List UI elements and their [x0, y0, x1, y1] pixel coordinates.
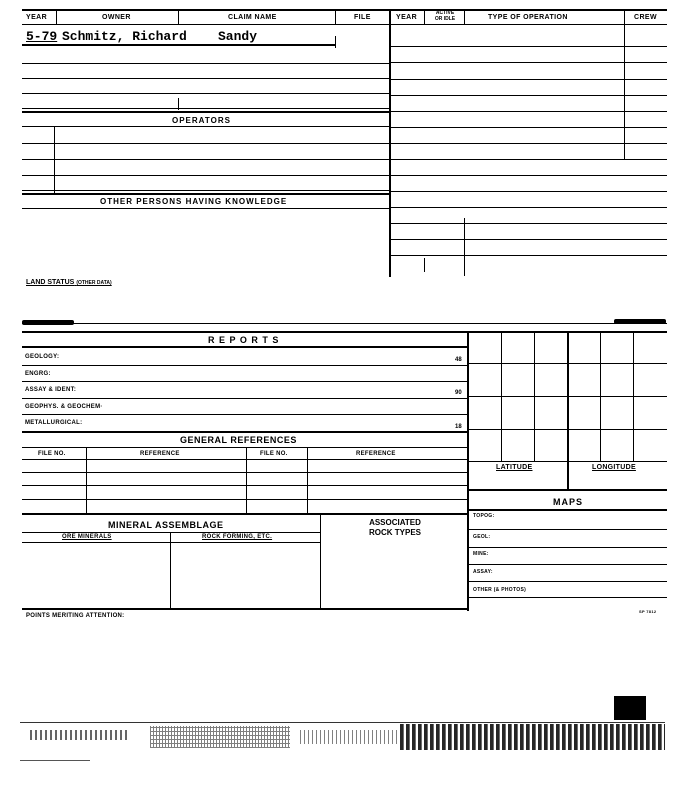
maps-other-photos: OTHER (& PHOTOS): [473, 587, 527, 593]
gen-ref-header-file-no-1: FILE NO.: [38, 451, 66, 457]
gen-ref-header-reference-1: REFERENCE: [140, 451, 180, 457]
heavy-rule-right: [614, 319, 666, 324]
maps-geol: GEOL:: [473, 534, 491, 540]
report-assay-num: 90: [455, 390, 462, 396]
latitude-label: LATITUDE: [496, 464, 533, 471]
rock-forming-label: ROCK FORMING, ETC.: [202, 534, 273, 540]
header-active-or-idle: [427, 10, 463, 22]
header-year: YEAR: [26, 14, 48, 21]
header-owner: OWNER: [102, 14, 131, 21]
entry-owner: Schmitz, Richard: [62, 29, 187, 44]
header-crew: CREW: [634, 14, 657, 21]
header-active-label: ACTIVE: [435, 10, 455, 16]
report-geology: GEOLOGY:: [25, 354, 60, 360]
header-type-of-operation: TYPE OF OPERATION: [488, 14, 568, 21]
land-status-sub: (OTHER DATA): [76, 280, 112, 286]
mineral-assemblage-title: MINERAL ASSEMBLAGE: [108, 520, 224, 530]
header-claim-name: CLAIM NAME: [228, 14, 277, 21]
gen-ref-header-file-no-2: FILE NO.: [260, 451, 288, 457]
ore-minerals-label: ORE MINERALS: [62, 534, 112, 540]
maps-title: MAPS: [553, 497, 584, 507]
maps-assay: ASSAY:: [473, 569, 493, 575]
top-table: [0, 0, 678, 286]
report-engrg: ENGRG:: [25, 371, 51, 377]
other-persons-label: OTHER PERSONS HAVING KNOWLEDGE: [100, 197, 288, 206]
operators-label: OPERATORS: [172, 116, 231, 125]
land-status-label: [26, 279, 112, 286]
land-status-text: LAND STATUS: [26, 279, 75, 286]
report-assay-ident: ASSAY & IDENT:: [25, 387, 77, 393]
maps-mine: MINE:: [473, 551, 489, 557]
report-metallurgical: METALLURGICAL:: [25, 420, 83, 426]
scan-artifact-strip: [0, 690, 678, 770]
entry-claim-name: Sandy: [218, 29, 258, 44]
form-number: SP 7812: [639, 609, 657, 614]
header-file: FILE: [354, 14, 371, 21]
associated-rock-types: [330, 518, 460, 538]
entry-year: 5-79: [26, 29, 58, 44]
gen-ref-header-reference-2: REFERENCE: [356, 451, 396, 457]
reports-title: R E P O R T S: [208, 335, 280, 345]
reports-section: [0, 325, 678, 615]
rock-types-label: ROCK TYPES: [368, 528, 421, 537]
points-meriting-attention-label: POINTS MERITING ATTENTION:: [26, 613, 125, 619]
report-metallurgical-num: 18: [455, 424, 462, 430]
maps-topog: TOPOG:: [473, 513, 495, 519]
header-year-2: YEAR: [396, 14, 418, 21]
general-references-title: GENERAL REFERENCES: [180, 435, 297, 445]
longitude-label: LONGITUDE: [592, 464, 636, 471]
report-geophys-geochem: GEOPHYS. & GEOCHEM·: [25, 404, 103, 410]
associated-label: ASSOCIATED: [369, 518, 421, 527]
report-geology-num: 48: [455, 357, 462, 363]
header-or-idle-label: OR IDLE: [434, 16, 456, 22]
